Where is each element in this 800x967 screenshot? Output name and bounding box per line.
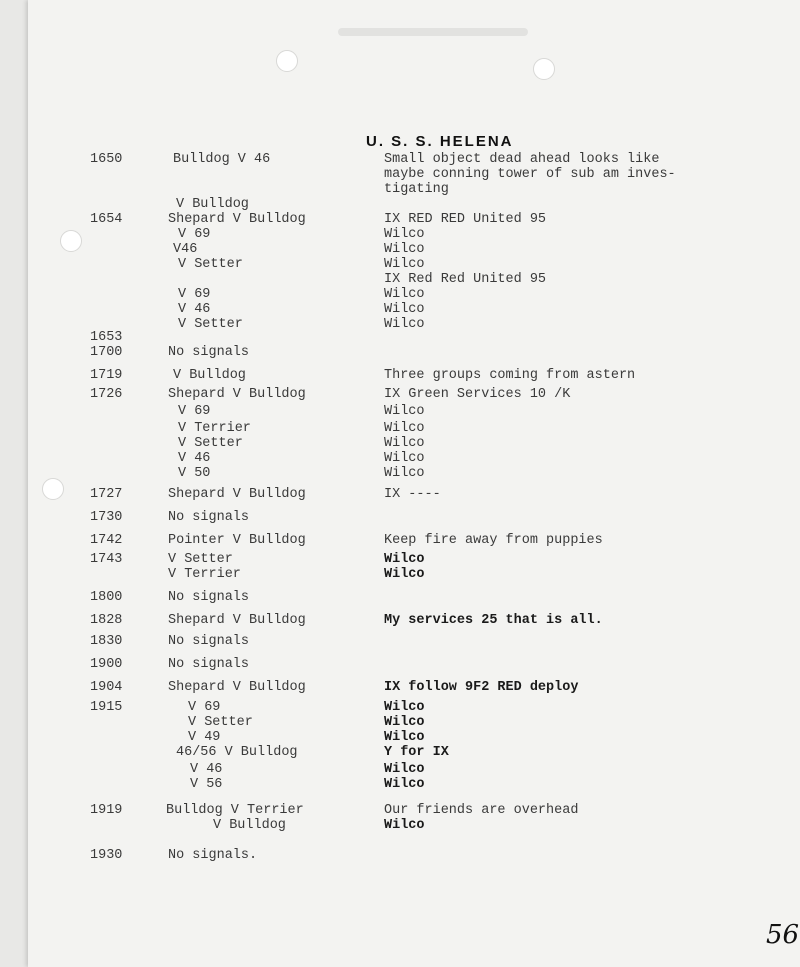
log-time: 1915: [90, 700, 123, 715]
log-time: 1919: [90, 803, 123, 818]
log-message: Wilco: [384, 466, 425, 481]
log-call: V 69: [178, 227, 211, 242]
log-call: V46: [173, 242, 198, 257]
log-call: Shepard V Bulldog: [168, 680, 306, 695]
log-message: Keep fire away from puppies: [384, 533, 603, 548]
log-call: Shepard V Bulldog: [168, 613, 306, 628]
log-call: V 46: [178, 302, 211, 317]
log-call: V 50: [178, 466, 211, 481]
log-message: Wilco: [384, 567, 425, 582]
log-call: V Bulldog: [213, 818, 286, 833]
log-call: No signals: [168, 345, 250, 360]
log-call: V Setter: [178, 317, 243, 332]
log-call: V Terrier: [178, 421, 251, 436]
log-time: 1743: [90, 552, 123, 567]
log-time: 1730: [90, 510, 123, 525]
log-time: 1828: [90, 613, 123, 628]
punch-hole-top-left: [276, 50, 298, 72]
log-call: Shepard V Bulldog: [168, 212, 306, 227]
log-call: V 56: [190, 777, 223, 792]
log-time: 1727: [90, 487, 123, 502]
log-time: 1654: [90, 212, 123, 227]
log-message: Wilco: [384, 287, 425, 302]
log-message: IX RED RED United 95: [384, 212, 547, 227]
log-call: Pointer V Bulldog: [168, 533, 306, 548]
log-message: Wilco: [384, 730, 425, 745]
log-time: 1904: [90, 680, 123, 695]
log-message: Wilco: [384, 227, 425, 242]
log-message: Wilco: [384, 777, 425, 792]
log-message: Small object dead ahead looks like: [384, 152, 660, 167]
log-message: Wilco: [384, 818, 425, 833]
log-message: Wilco: [384, 302, 425, 317]
log-call: V Setter: [178, 257, 243, 272]
log-message: maybe conning tower of sub am inves-: [384, 167, 676, 182]
log-call: Bulldog V 46: [173, 152, 271, 167]
log-message: Wilco: [384, 242, 425, 257]
log-call: No signals: [168, 634, 250, 649]
log-time: 1650: [90, 152, 123, 167]
log-call: V 49: [188, 730, 221, 745]
log-time: 1930: [90, 848, 123, 863]
log-call: No signals: [168, 510, 250, 525]
page-number: 56: [766, 920, 800, 950]
document-page: [28, 0, 800, 967]
log-call: Shepard V Bulldog: [168, 487, 306, 502]
log-message: Wilco: [384, 552, 425, 567]
log-message: Wilco: [384, 700, 425, 715]
log-time: 1900: [90, 657, 123, 672]
log-call: 46/56 V Bulldog: [176, 745, 298, 760]
punch-hole-left-upper: [60, 230, 82, 252]
log-message: Wilco: [384, 317, 425, 332]
log-message: Wilco: [384, 404, 425, 419]
document-title: U. S. S. HELENA: [366, 133, 514, 150]
log-call: V 69: [178, 287, 211, 302]
log-call: No signals: [168, 657, 250, 672]
log-message: IX Red Red United 95: [384, 272, 547, 287]
log-message: Our friends are overhead: [384, 803, 579, 818]
log-time: 1726: [90, 387, 123, 402]
log-message: Wilco: [384, 715, 425, 730]
log-time: 1653: [90, 330, 123, 345]
log-time: 1800: [90, 590, 123, 605]
log-call: Shepard V Bulldog: [168, 387, 306, 402]
log-call: V 46: [178, 451, 211, 466]
log-call: V Terrier: [168, 567, 241, 582]
log-call: V Setter: [188, 715, 253, 730]
log-message: Y for IX: [384, 745, 449, 760]
log-call: V Bulldog: [176, 197, 249, 212]
top-smudge: [338, 28, 528, 36]
log-call: V 46: [190, 762, 223, 777]
log-message: tigating: [384, 182, 449, 197]
log-call: V Bulldog: [173, 368, 246, 383]
log-time: 1700: [90, 345, 123, 360]
log-message: My services 25 that is all.: [384, 613, 603, 628]
log-time: 1742: [90, 533, 123, 548]
log-call: V Setter: [178, 436, 243, 451]
log-call: V 69: [188, 700, 221, 715]
log-call: V 69: [178, 404, 211, 419]
log-message: Wilco: [384, 257, 425, 272]
log-message: Three groups coming from astern: [384, 368, 636, 383]
log-time: 1830: [90, 634, 123, 649]
log-call: Bulldog V Terrier: [166, 803, 304, 818]
log-message: IX ----: [384, 487, 441, 502]
log-message: Wilco: [384, 436, 425, 451]
log-message: IX Green Services 10 /K: [384, 387, 571, 402]
log-call: V Setter: [168, 552, 233, 567]
log-message: Wilco: [384, 762, 425, 777]
log-message: Wilco: [384, 451, 425, 466]
punch-hole-top-right: [533, 58, 555, 80]
log-message: IX follow 9F2 RED deploy: [384, 680, 579, 695]
log-call: No signals.: [168, 848, 258, 863]
log-message: Wilco: [384, 421, 425, 436]
log-time: 1719: [90, 368, 123, 383]
punch-hole-left-lower: [42, 478, 64, 500]
log-call: No signals: [168, 590, 250, 605]
